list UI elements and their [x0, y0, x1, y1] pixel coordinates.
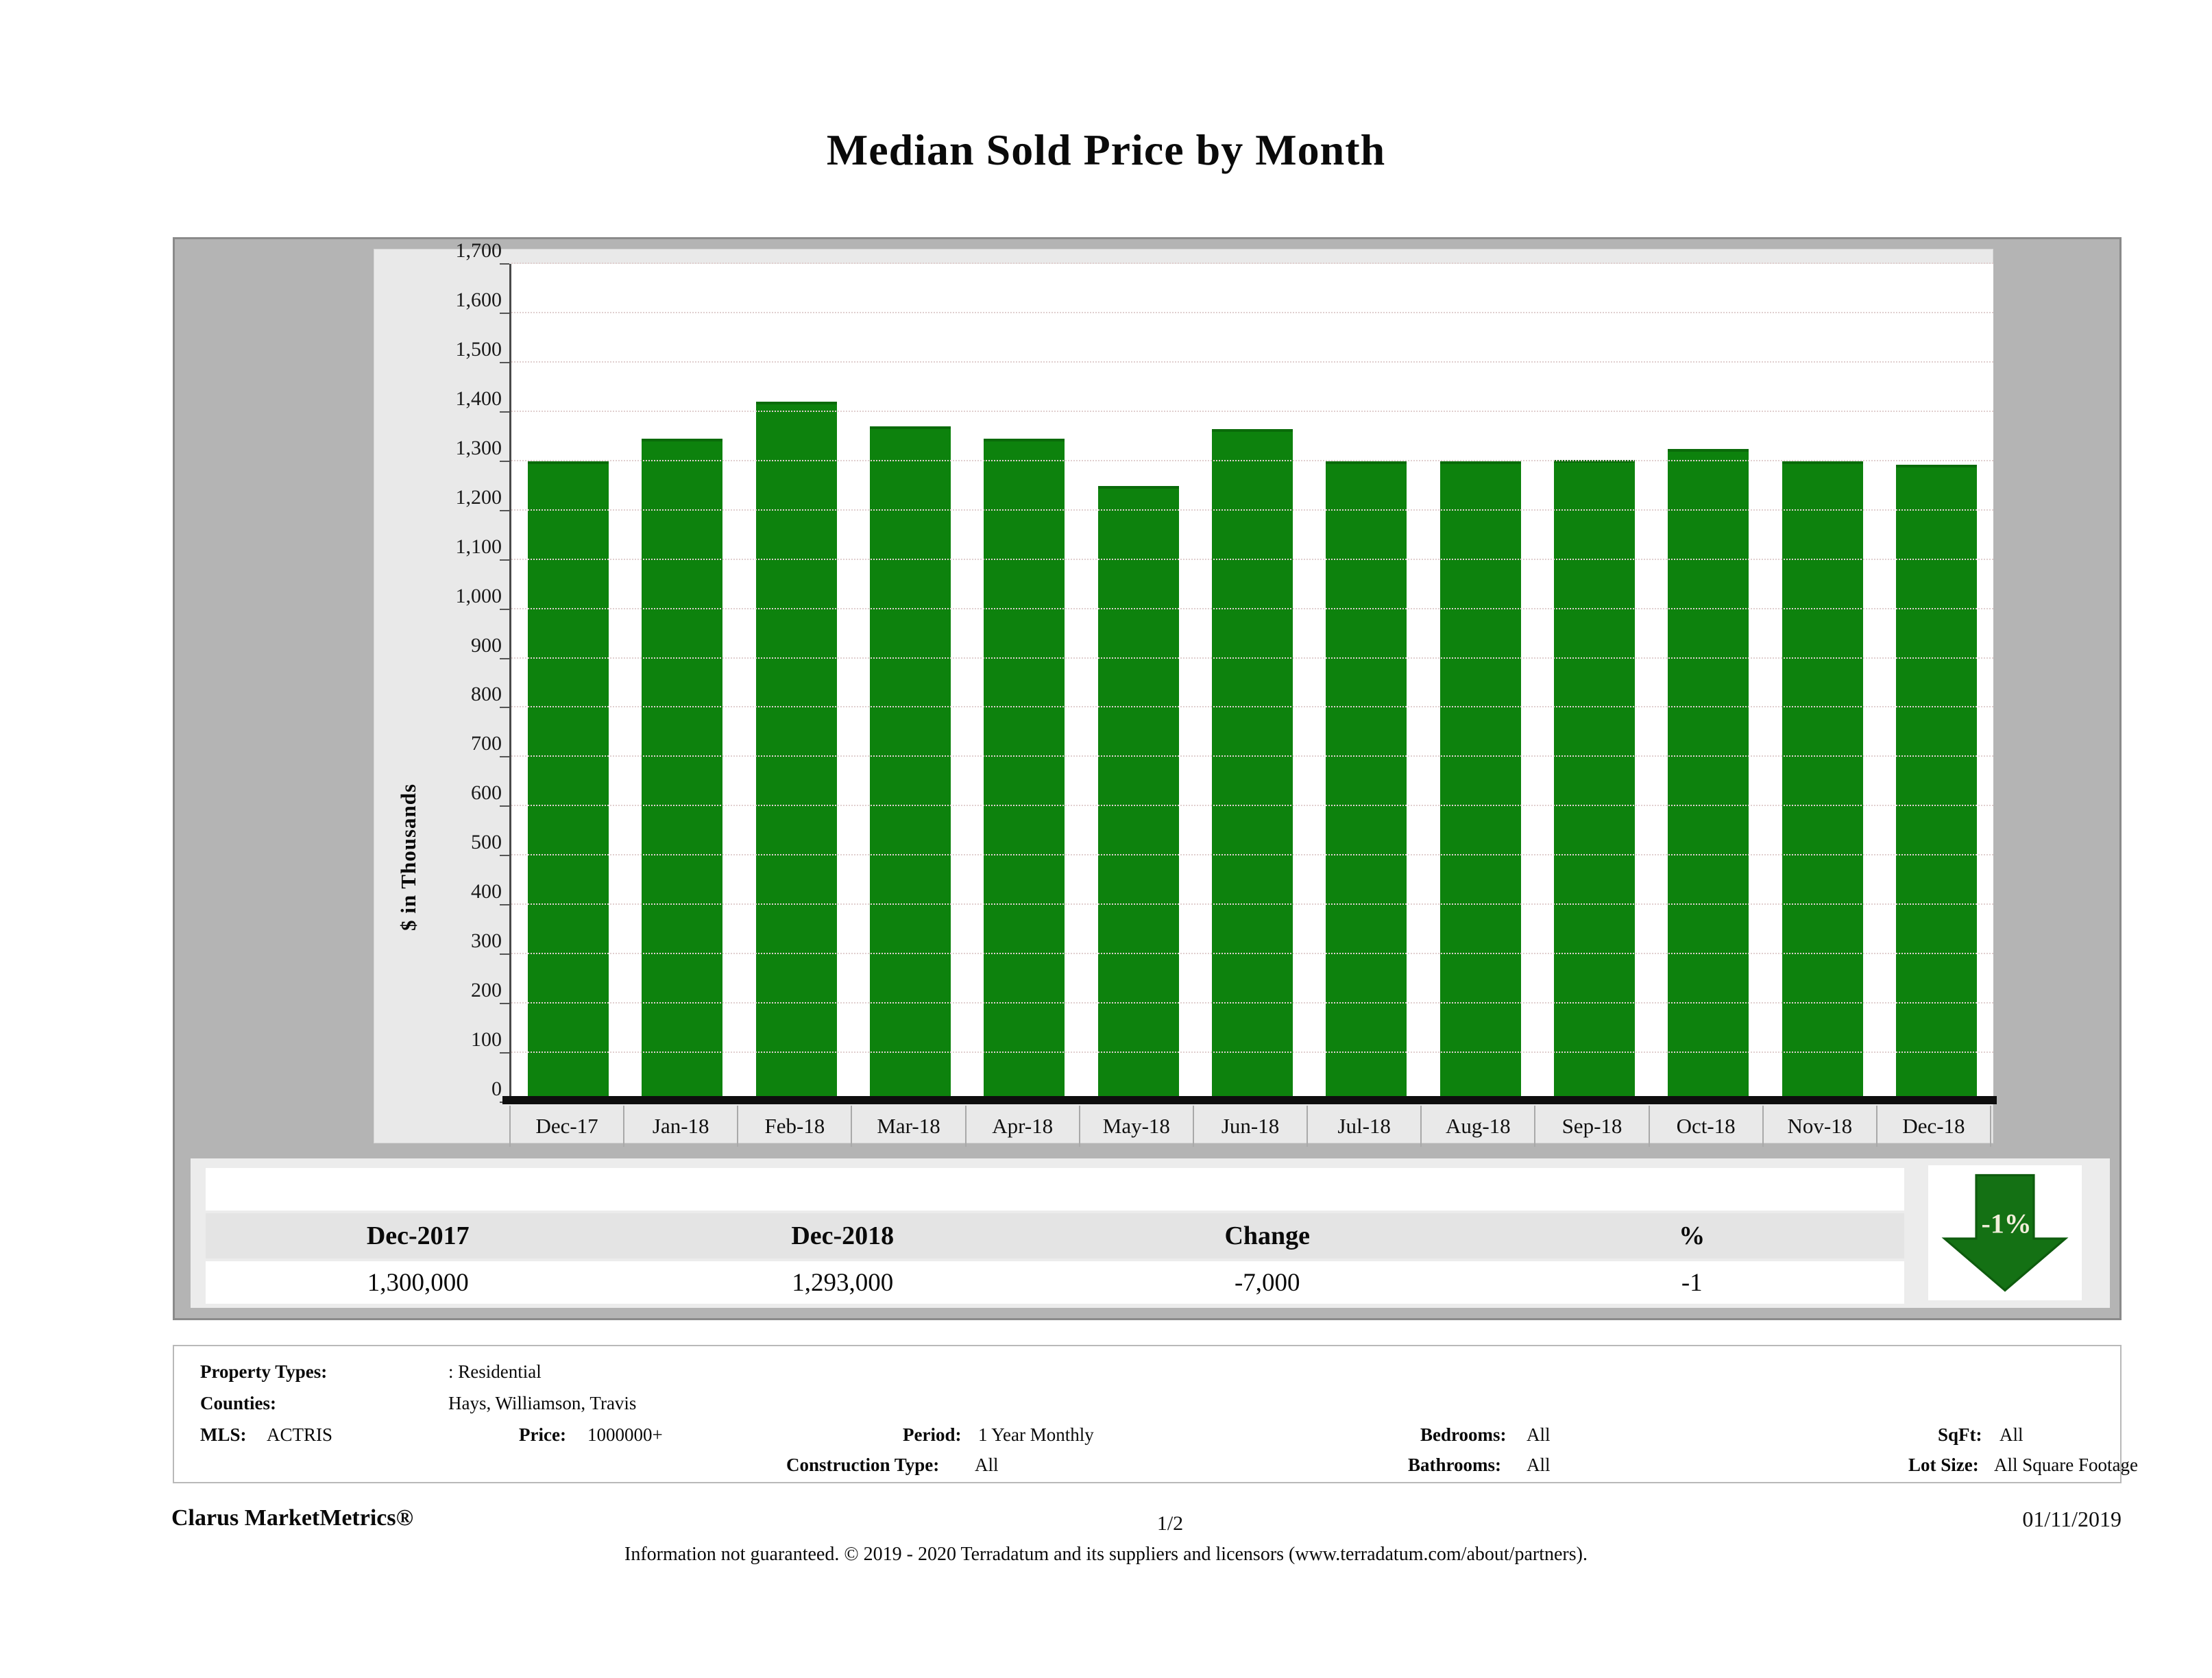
page-title: Median Sold Price by Month	[826, 125, 1386, 174]
y-axis-tick-label: 1,200	[455, 485, 502, 509]
bedrooms-label: Bedrooms:	[1420, 1424, 1507, 1445]
bar-slot-Sep-18	[1538, 264, 1651, 1102]
y-tick-mark	[500, 461, 509, 462]
y-tick-mark	[500, 953, 509, 955]
x-axis-label-Apr-18: Apr-18	[965, 1106, 1079, 1147]
x-axis-label-Dec-17: Dec-17	[509, 1106, 623, 1147]
y-axis-tick-label: 600	[471, 781, 502, 805]
counties-label: Counties:	[200, 1393, 277, 1413]
period-value: 1 Year Monthly	[978, 1424, 1094, 1445]
y-tick-mark	[500, 658, 509, 659]
bar-slot-Nov-18	[1765, 264, 1879, 1102]
gridline	[511, 1051, 1993, 1053]
report-date: 01/11/2019	[2022, 1507, 2122, 1531]
y-tick-mark	[500, 609, 509, 610]
bar-Jun-18	[1212, 429, 1293, 1102]
bedrooms-value: All	[1527, 1424, 1551, 1445]
gridline	[511, 805, 1993, 806]
x-axis-label-Mar-18: Mar-18	[851, 1106, 964, 1147]
price-value: 1000000+	[587, 1424, 663, 1445]
y-axis-tick-label: 1,500	[455, 337, 502, 361]
gridline	[511, 854, 1993, 855]
gridline	[511, 1002, 1993, 1004]
lot-size-value: All Square Footage	[1994, 1455, 2138, 1475]
x-axis-label-Nov-18: Nov-18	[1762, 1106, 1876, 1147]
gridline	[511, 312, 1993, 313]
y-axis-tick-label: 1,000	[455, 584, 502, 607]
counties-value: Hays, Williamson, Travis	[448, 1393, 637, 1413]
period-label: Period:	[903, 1424, 962, 1445]
gridline	[511, 657, 1993, 659]
y-tick-mark	[500, 904, 509, 905]
y-axis-tick-label: 0	[491, 1078, 502, 1100]
construction-type-label: Construction Type:	[786, 1455, 940, 1475]
y-tick-mark	[500, 411, 509, 413]
page-number: 1/2	[1156, 1512, 1184, 1535]
y-axis-tick-label: 700	[471, 732, 502, 755]
bar-Feb-18	[756, 402, 837, 1102]
x-axis-label-Dec-18: Dec-18	[1876, 1106, 1991, 1147]
y-tick-mark	[500, 855, 509, 856]
x-axis-label-Jan-18: Jan-18	[623, 1106, 737, 1147]
summary-value-dec-2018: 1,293,000	[792, 1268, 894, 1297]
y-tick-mark	[500, 756, 509, 757]
gridline	[511, 706, 1993, 707]
bathrooms-label: Bathrooms:	[1408, 1455, 1502, 1475]
bar-series	[511, 264, 1993, 1102]
bar-slot-Jan-18	[625, 264, 739, 1102]
gridline	[511, 361, 1993, 363]
y-axis-labels	[384, 239, 502, 1102]
gridline	[511, 559, 1993, 560]
summary-table-panel	[191, 1158, 2110, 1308]
bar-slot-Feb-18	[740, 264, 853, 1102]
bar-slot-Dec-17	[511, 264, 625, 1102]
bar-slot-Dec-18	[1880, 264, 1993, 1102]
summary-header-dec-2017: Dec-2017	[366, 1221, 470, 1250]
x-axis-label-Feb-18: Feb-18	[737, 1106, 851, 1147]
y-tick-mark	[500, 1052, 509, 1054]
bathrooms-value: All	[1527, 1455, 1551, 1475]
y-axis-tick-label: 100	[471, 1028, 502, 1051]
disclaimer-text: Information not guaranteed. © 2019 - 2020 Terradatum and its suppliers and licensors (www.terradatum.com/about/partners).	[624, 1544, 1588, 1565]
y-axis-tick-label: 1,600	[455, 288, 502, 311]
change-indicator-box	[1928, 1165, 2082, 1300]
brand-footer: Clarus MarketMetrics®	[171, 1505, 413, 1531]
bar-Mar-18	[870, 426, 951, 1102]
bar-May-18	[1098, 486, 1179, 1102]
gridline	[511, 903, 1993, 905]
summary-table	[206, 1168, 1904, 1304]
summary-header-percent: %	[1679, 1221, 1705, 1250]
x-axis-labels	[509, 1106, 1991, 1147]
summary-table-spacer-row	[206, 1168, 1904, 1211]
x-axis-label-Sep-18: Sep-18	[1534, 1106, 1648, 1147]
sqft-value: All	[2000, 1424, 2023, 1445]
bar-slot-Jun-18	[1195, 264, 1309, 1102]
summary-value-change: -7,000	[1234, 1268, 1300, 1297]
x-axis-label-Oct-18: Oct-18	[1649, 1106, 1762, 1147]
bar-Sep-18	[1554, 460, 1635, 1102]
bar-slot-Aug-18	[1424, 264, 1538, 1102]
bar-slot-Apr-18	[967, 264, 1081, 1102]
y-tick-mark	[500, 805, 509, 807]
y-tick-mark	[500, 510, 509, 511]
bar-slot-May-18	[1082, 264, 1195, 1102]
summary-table-header-row	[206, 1213, 1904, 1258]
y-axis-tick-label: 800	[471, 683, 502, 706]
y-tick-mark	[500, 263, 509, 265]
y-axis-tick-label: 400	[471, 880, 502, 903]
change-arrow-label: -1%	[1981, 1208, 2032, 1239]
y-axis-tick-label: 500	[471, 831, 502, 854]
property-types-value: : Residential	[448, 1361, 542, 1382]
y-axis-title: $ in Thousands	[396, 783, 420, 931]
summary-header-dec-2018: Dec-2018	[791, 1221, 895, 1250]
y-tick-mark	[500, 1003, 509, 1004]
bar-Dec-18	[1896, 465, 1977, 1102]
bar-slot-Oct-18	[1651, 264, 1765, 1102]
property-types-label: Property Types:	[200, 1361, 328, 1382]
gridline	[511, 460, 1993, 461]
y-axis-tick-label: 1,400	[455, 387, 502, 410]
y-tick-mark	[500, 707, 509, 708]
filters-box	[173, 1345, 2138, 1483]
bar-Nov-18	[1782, 461, 1863, 1102]
y-tick-mark	[500, 362, 509, 363]
y-axis-tick-label: 200	[471, 979, 502, 1002]
y-axis-tick-label: 300	[471, 929, 502, 953]
y-axis-tick-label: 1,100	[455, 535, 502, 558]
price-label: Price:	[519, 1424, 566, 1445]
mls-value: ACTRIS	[267, 1424, 333, 1445]
lot-size-label: Lot Size:	[1908, 1455, 1979, 1475]
bar-Aug-18	[1440, 461, 1521, 1102]
gridline	[511, 755, 1993, 757]
y-axis-tick-label: 1,300	[455, 436, 502, 459]
y-axis-tick-label: 1,700	[455, 239, 502, 262]
y-axis-tick-label: 900	[471, 633, 502, 657]
bar-slot-Mar-18	[853, 264, 967, 1102]
y-tick-mark	[500, 559, 509, 561]
bar-Jul-18	[1326, 461, 1407, 1102]
sqft-label: SqFt:	[1938, 1424, 1982, 1445]
summary-value-percent: -1	[1681, 1268, 1703, 1297]
x-axis-baseline	[502, 1096, 1997, 1104]
down-arrow-icon	[1933, 1169, 2077, 1296]
construction-type-value: All	[975, 1455, 999, 1475]
bar-Oct-18	[1668, 449, 1749, 1102]
gridline	[511, 411, 1993, 412]
summary-value-dec-2017: 1,300,000	[367, 1268, 469, 1297]
gridline	[511, 608, 1993, 609]
summary-table-value-row	[206, 1261, 1904, 1304]
x-axis-label-Jun-18: Jun-18	[1193, 1106, 1306, 1147]
mls-label: MLS:	[200, 1424, 247, 1445]
x-axis-label-Jul-18: Jul-18	[1306, 1106, 1420, 1147]
bar-slot-Jul-18	[1309, 264, 1423, 1102]
bar-Dec-17	[528, 461, 609, 1102]
gridline	[511, 263, 1993, 264]
x-axis-label-Aug-18: Aug-18	[1420, 1106, 1534, 1147]
y-tick-mark	[500, 313, 509, 314]
gridline	[511, 953, 1993, 954]
summary-header-change: Change	[1224, 1221, 1311, 1250]
x-axis-label-May-18: May-18	[1079, 1106, 1193, 1147]
gridline	[511, 509, 1993, 511]
plot-area	[509, 264, 1993, 1102]
